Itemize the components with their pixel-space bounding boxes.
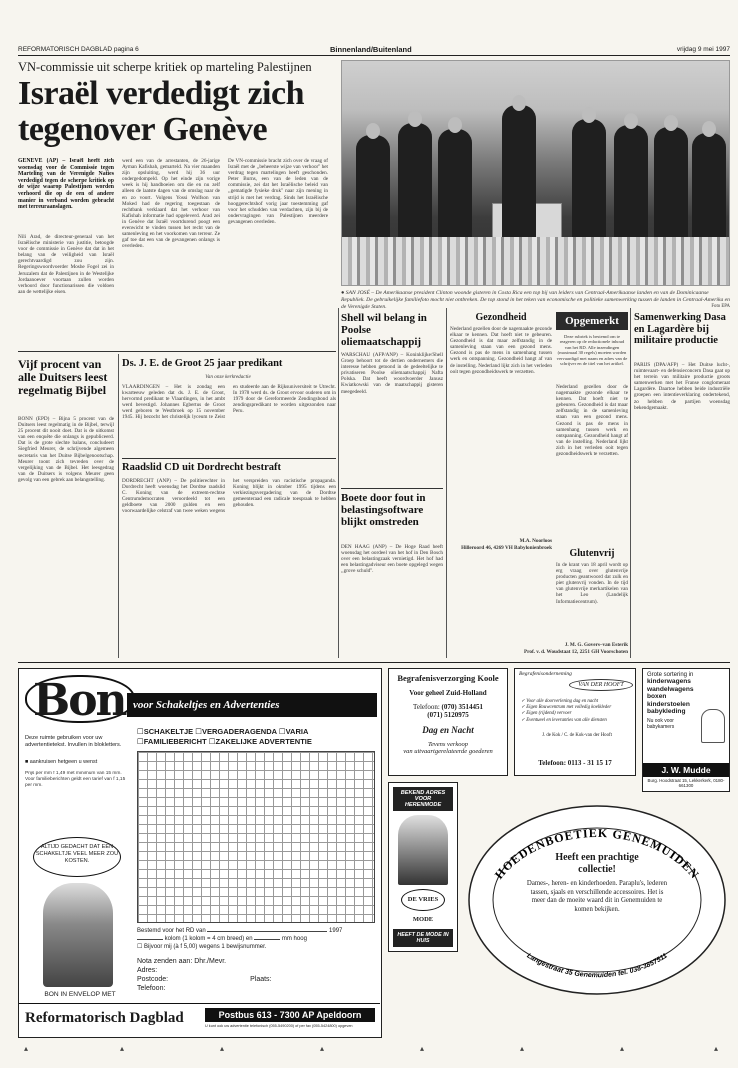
checkbox-familiebericht[interactable]: ☐FAMILIEBERICHT xyxy=(137,737,207,746)
lead-column-2: werd een van de arrestanten, de 26-jarige Ayman Kafishah, gemarteld. Na vier maanden zijn opsluiting, werd hij 36 uur ondergedompeld. Op het einde zijn vorige week is hij handboeien om die en nu zelf alleen de laatste dagen van de omslag naar de en zo voort. Volgens Yossi Wolfson van Moked had de regering toegestaan de rechtbank verklaard dat het verhoor van Kafishah informatie had opgeleverd. Arad zei in Genève dat Israël voortdurend poogt een evenwicht te vinden tussen het recht van de samenleving en het voorkomen van terreur. Ze gaf toe dat een van de gevangenen onlangs is overleden. xyxy=(122,158,220,250)
devries-footer: HEEFT DE MODE IN HUIS xyxy=(393,929,453,947)
lead-headline: Israël verdedigt zich tegenover Genève xyxy=(18,75,304,148)
bon-stamp: ALTIJD GEDACHT DAT EEN SCHAKELTJE VEEL MEER ZOU KOSTEN. xyxy=(33,837,121,877)
photo-figure xyxy=(502,105,536,255)
registration-mark: ▴ xyxy=(620,1044,625,1053)
field-name[interactable]: Nota zenden aan: Dhr./Mevr. xyxy=(137,958,227,965)
registration-mark: ▴ xyxy=(120,1044,125,1053)
checkbox-vergaderagenda[interactable]: ☐VERGADERAGENDA xyxy=(195,727,277,736)
koole-title: Begrafenisverzorging Koole xyxy=(397,673,499,683)
registration-mark: ▴ xyxy=(320,1044,325,1053)
bon-title: Bon xyxy=(33,675,126,726)
lagardere-title: Samenwerking Dasa en Lagardère bij militaire productie xyxy=(634,312,726,346)
bon-person-photo xyxy=(43,883,113,987)
bon-price: Prijs per mm f 1,49 met minimum van 15 mm. Voor familieberichten geldt een tarief van f 1,15 per mm. xyxy=(25,771,126,788)
bon-envelope: BON IN ENVELOP MET xyxy=(44,991,116,998)
header-date: vrijdag 9 mei 1997 xyxy=(676,46,730,53)
opgemerkt-banner: Opgemerkt xyxy=(556,312,628,330)
photo-figure xyxy=(398,123,432,255)
header-left: REFORMATORISCH DAGBLAD pagina 6 xyxy=(18,46,139,53)
mudde-address: Burg. Hoodstraat 15, Lekkerkerk, 0180-661300 xyxy=(647,778,725,788)
photo-figure xyxy=(614,125,648,255)
hooft-kicker: Begrafenisonderneming xyxy=(519,671,572,677)
registration-mark: ▴ xyxy=(220,1044,225,1053)
bon-note: ■ aankruisen hetgeen u wenst xyxy=(25,759,98,765)
koole-subtitle: Voor geheel Zuid-Holland xyxy=(409,689,487,697)
hooft-address: J. de Kok / C. de Kok-van der Hooft xyxy=(542,733,612,738)
field-address[interactable]: Adres: xyxy=(137,967,158,974)
ad-hoedenboetiek xyxy=(464,800,730,1000)
devries-brand: DE VRIES MODE xyxy=(401,889,445,911)
degroot-byline: Van onze kerkredactie xyxy=(205,374,251,380)
bon-footer-note: U kunt ook uw advertentie telefonisch (055-5490200) of per fax (055-5424800) opgeven xyxy=(205,1024,353,1028)
glutenvrij-body: In de krant van 18 april wordt op erg vraag over glutenvrije producten geantwoord dat zulk en piet glutenvrij vonden. In de tijd van glutenvrije merkartikelen van het Leo (Landelijk Informatiecentrum). xyxy=(556,562,628,605)
bon-order-fields xyxy=(137,927,375,951)
lead-column-3: De VN-commissie bracht zich over de vraag of Israël met de ,,beheerste wijze van verhoor'' het verdrag tegen martelingen heeft geschonden. Peter Burns, een van de leden van de commissie, zei dat het Israëlische beleid van ,,gematigde fysieke druk'' naar zijn mening in strijd is met het verdrag. Sinds het Israëlische hooggerechtshof vorig jaar toestemming gaf voor het schudden van verdachten, zijn bij de ondervragingen van Palestijnen meerdere gevangenen overleden. xyxy=(228,158,328,225)
koole-footer: Tevens verkoop van uitvaartgerelateerde goederen xyxy=(403,741,493,755)
hoed-arc-address: Langestraat 35 Genemuiden tel. 038-3857511 xyxy=(525,952,669,980)
devries-photo xyxy=(398,815,448,885)
glutenvrij-sign: J. M. G. Govers–van Esterik xyxy=(564,642,628,648)
news-photo xyxy=(341,60,730,286)
bon-footer-brand: Reformatorisch Dagblad xyxy=(25,1010,184,1026)
bon-footer xyxy=(19,1003,380,1037)
bon-intro: Deze ruimte gebruiken voor uw advertentietekst. Invullen in blokletters. xyxy=(25,735,122,748)
mudde-items: kinderwagens wandelwagens boxen kinderstoelen babykleding xyxy=(647,678,694,716)
degroot-title: Ds. J. E. de Groot 25 jaar predikant xyxy=(122,358,283,369)
photo-figure xyxy=(572,119,606,255)
field-postcode[interactable]: Postcode: Plaats: xyxy=(137,976,272,983)
photo-credit: Foto EPA xyxy=(711,303,730,309)
field-phone[interactable]: Telefoon: xyxy=(137,985,166,992)
newspaper-page xyxy=(18,44,730,1054)
registration-mark: ▴ xyxy=(24,1044,29,1053)
gezondheid-address: Hilleroord 46, 4269 VH Babylonienbroek xyxy=(461,545,552,551)
checkbox-schakeltje[interactable]: ☐SCHAKELTJE xyxy=(137,727,194,736)
hooft-brand: VAN DER HOOFT xyxy=(569,679,633,691)
hoed-arc-title: HOEDENBOETIEK GENEMUIDEN xyxy=(491,825,703,882)
divider xyxy=(18,662,730,663)
registration-mark: ▴ xyxy=(714,1044,719,1053)
registration-mark: ▴ xyxy=(520,1044,525,1053)
advertisement-area xyxy=(18,668,730,1038)
hoed-body: Dames-, heren- en kinderhoeden. Paraplu's, lederen tassen, sjaals en verschillende accessoires. Het is meer dan de moeite waard dit in Genemuiden te komen bekijken. xyxy=(526,880,668,913)
section-title: Binnenland/Buitenland xyxy=(330,45,412,54)
mudde-pram-icon xyxy=(701,709,725,743)
gezondheid-continued: Nederland gezellen door de nagemaakte gezonde elkaar te kennen. Dat hoeft niet te gebeuren. Gezondheid is dat maar zelfstandig in de samenleving staan van een gezond mens. Gezond is pas de mens in samenhang tussen werk en ontspanning. Gezondheid hangt af van de instelling. Nederland lijkt zich in het verleden ooit tegen gezondheidswerk te verzetten. xyxy=(556,384,628,458)
boete-title: Boete door fout in belastingsoftware blijkt omstreden xyxy=(341,492,426,528)
photo-caption: ● SAN JOSÉ – De Amerikaanse president Clinton woonde gisteren in Costa Rica een top bij van leiders van Centraal-Amerikaanse landen en van de Dominicaanse Republiek. De gebruikelijke familiefoto mocht niet ontbreken. De top stond in het teken van economische en politieke samenwerking tussen de landen in Centraal-Amerika en de Verenigde Staten. Foto EPA xyxy=(341,290,730,310)
order-row-1[interactable]: Bestemd voor het RD van 1997 xyxy=(137,928,343,934)
hooft-services: ✓ Voor alle doorverlening dag en nacht ✓ Eigen Rouwcentrum met volledig koelkleder ✓ Eigen (rijdend) vervoer ✓ Eventueel en leveranties van alle diensten xyxy=(521,699,612,723)
ad-mudde xyxy=(642,668,730,792)
registration-mark: ▴ xyxy=(420,1044,425,1053)
ad-vanderhooft xyxy=(514,668,636,776)
order-row-2[interactable]: kolom (1 kolom = 4 cm breed) en mm hoog xyxy=(137,935,375,943)
photo-crowd xyxy=(342,237,729,285)
bon-form xyxy=(18,668,382,1038)
hoed-headline: Heeft een prachtige collectie! xyxy=(555,852,639,875)
mudde-brand: J. W. Mudde xyxy=(643,763,729,777)
gezondheid-sign: M.A. Noorloos xyxy=(519,538,552,544)
text-grid-input[interactable] xyxy=(137,751,375,923)
bon-address-fields xyxy=(137,957,375,993)
ad-koole xyxy=(388,668,508,776)
koole-hours: Dag en Nacht xyxy=(422,725,474,735)
shell-title: Shell wil belang in Poolse oliemaatschappij xyxy=(341,312,427,348)
shell-body: WARSCHAU (AFP/ANP) – Koninklijke/Shell Groep behoort tot de dertien ondernemers die interesse hebben getoond in de gedeeltelijke te privatiseren Poolse oliemaatschappij Nafta Polska. Dat heeft woordvoerder Janusz Kwiatkowski van de maatschappij gisteren meegedeeld. xyxy=(341,352,443,395)
mudde-extra: Nu ook voor babykamers xyxy=(647,717,675,730)
koole-phone: Telefoon: (070) 3514451 (071) 5120975 xyxy=(413,703,483,719)
boete-body: DEN HAAG (ANP) – De Hoge Raad heeft woensdag het oordeel van het hof in Den Bosch over een belastingzaak vernietigd. Het hof had een belastingadviseur een boete opgelegd wegen ,,grove schuld''. xyxy=(341,544,443,575)
bon-checkboxes[interactable] xyxy=(137,727,377,747)
gezondheid-body: Nederland gezellen door de nagemaakte gezonde elkaar te kennen. Dat hoeft niet te gebeuren. Gezondheid is dat maar zelfstandig in de samenleving staan van een gezond mens. Gezond is pas de mens in samenhang tussen werk en ontspanning. Gezondheid hangt af van de instelling. Nederland lijkt zich in het verleden ooit tegen gezondheidswerk te verzetten. xyxy=(450,326,552,375)
page-header xyxy=(18,44,730,56)
hooft-phone: Telefoon: 0113 - 31 15 17 xyxy=(538,759,612,767)
order-row-3[interactable]: ☐ Bijvoor mij (à f 5,00) wegens 1 bewijsnummer. xyxy=(137,944,267,950)
lead-intro: GENÈVE (AP) – Israël heeft zich woensdag voor de Commissie tegen Marteling van de Verenigde Naties verdedigd tegen de scherpe kritiek op de wijze waarop Palestijnen worden verhoord die op de een of andere manier in verband worden gebracht met terreuraanslagen. xyxy=(18,158,114,211)
ad-devries xyxy=(388,782,458,952)
lead-column-1: Nili Arad, de directeur-generaal van het Israëlische ministerie van justitie, betoogde voor de commissie in Genève dat dat in het belang van de veiligheid van Israël gerechtvaardigd zou zijn. Regeringswoordvoerder Moshe Fogel zei in Jeruzalem dat de Palestijnen in de Westelijke Jordaanoever voortaan zullen worden verhoord door functionarissen die voldoen aan de wettelijke eisen. xyxy=(18,234,114,295)
cd-title: Raadslid CD uit Dordrecht bestraft xyxy=(122,462,282,473)
lagardere-body: PARIJS (DPA/AFP) – Het Duitse lucht-, ruimtevaart- en defensieconcern Dasa gaat op het terrein van militaire productie groots samenwerken met het Franse conglomeraat Lagardère. Daartoe hebben beide industriële groepen een intentieverklaring ondertekend, zo hebben de partijen woensdag bekendgemaakt. xyxy=(634,362,730,411)
cd-body: DORDRECHT (ANP) – De politierechter in Dordrecht heeft woensdag het Dordtse raadslid C. Koning van de extreem-rechtse Centrumdemocraten veroordeeld tot een geldboete van 2000 gulden en een voorwaardelijke celstraf van twee weken wegens het verspreiden van racistische propaganda. Koning blijkt in oktober 1995 tijdens een verkiezingsvergadering van de Dordtse gemeenteraad een radicale toespraak te hebben gehouden. xyxy=(122,478,336,515)
gezondheid-title: Gezondheid xyxy=(475,312,527,323)
divider xyxy=(341,488,443,489)
bon-subtitle: voor Schakeltjes en Advertenties xyxy=(127,693,377,717)
devries-top: BEKEND ADRES VOOR HERENMODE xyxy=(393,787,453,811)
glutenvrij-title: Glutenvrij xyxy=(569,548,615,559)
bijbel-title: Vijf procent van alle Duitsers leest regelmatig Bijbel xyxy=(18,357,108,397)
photo-figure xyxy=(654,127,688,255)
opgemerkt-body: Deze rubriek is bestemd om te reageren op de redactionele inhoud van het RD. Alle inzendingen (maximaal 30 regels) moeten worden vervaardigd met naam en adres van de schrijver en de titel van het artikel. xyxy=(556,334,628,367)
divider xyxy=(122,458,336,459)
mudde-intro: Grote sortering in xyxy=(647,672,694,678)
degroot-body: VLAARDINGEN – Het is zondag een kwarteeuw geleden dat ds. J. E. de Groot, hervormd predikant te Vlaardingen, in het ambt werd bevestigd. Johannes Egbertus de Groot werd geboren te Westbroek op 15 november 1945. Hij bezocht het christelijk lyceum te Zeist en studeerde aan de Rijksuniversiteit te Utrecht. In 1978 werd ds. de Groot ervoor ouderen om in 1979 door de Gereformeerde Zendingsbond als zendingspredikant te worden uitgezonden naar Peru. xyxy=(122,384,336,421)
lead-kicker: VN-commissie uit scherpe kritiek op marteling Palestijnen xyxy=(18,60,312,74)
glutenvrij-address: Prof. v. d. Woudstaat 12, 2251 GH Voorschoten xyxy=(523,649,628,655)
divider xyxy=(18,351,336,352)
checkbox-varia[interactable]: ☐VARIA xyxy=(278,727,309,736)
bon-footer-address: Postbus 613 - 7300 AP Apeldoorn xyxy=(205,1008,375,1022)
bijbel-body: BONN (EPD) – Bijna 5 procent van de Duitsers leest regelmatig in de Bijbel, terwijl 25 procent dit nooit doet. Dat is de uitkomst van een enquête die onlangs is gepubliceerd. Dat is de grote slechte balans, concludeert Siegfried Meurer, de schrijvende algemeen secretaris van het Duitse Bijbelgenootschap. Meurer toont zich tevreden over de vergelijking van de Bijbel. Het leesgedrag van de Duitsers is volgens Meurer geen gevolg van een gebrek aan belangstelling. xyxy=(18,416,114,483)
checkbox-zakelijke[interactable]: ☐ZAKELIJKE ADVERTENTIE xyxy=(208,737,312,746)
